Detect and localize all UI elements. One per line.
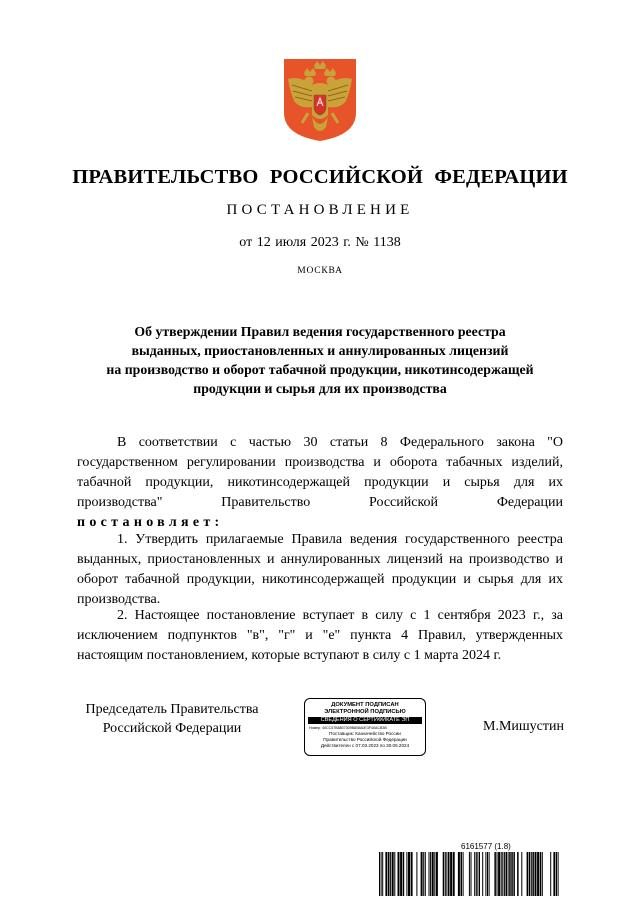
barcode-bar [553,852,555,896]
barcode-bar [394,852,395,896]
stamp-title [305,699,425,716]
barcode-bar [469,852,470,896]
barcode-bar [511,852,513,896]
document-heading-line: продукции и сырья для их производства [193,381,447,396]
barcode-bar [443,852,445,896]
barcode-bar [501,852,502,896]
barcode-bar [494,852,496,896]
barcode-bar [453,852,455,896]
barcode-bar [517,852,519,896]
barcode [379,852,559,896]
barcode-bar [476,852,477,896]
barcode-bar [448,852,450,896]
barcode-bar [556,852,557,896]
document-heading-line: на производство и оборот табачной продукции, никотинсодержащей [106,362,534,377]
barcode-bar [550,852,551,896]
document-heading-line: выданных, приостановленных и аннулированных лицензий [131,343,509,358]
barcode-bar [487,852,488,896]
barcode-bar [527,852,529,896]
barcode-bar [508,852,509,896]
barcode-bar [398,852,400,896]
barcode-bar [558,852,559,896]
barcode-bar [506,852,508,896]
document-type: ПОСТАНОВЛЕНИЕ [226,202,414,218]
barcode-bar [421,852,423,896]
barcode-bar [403,852,405,896]
barcode-bar [450,852,452,896]
barcode-bar [430,852,431,896]
coat-of-arms-emblem [282,57,358,143]
barcode-bar [381,852,382,896]
barcode-bar [479,852,480,896]
barcode-bar [382,852,383,896]
barcode-bar [445,852,446,896]
government-title: ПРАВИТЕЛЬСТВО РОССИЙСКОЙ ФЕДЕРАЦИИ [72,166,568,188]
decrees-word: постановляет: [77,515,224,530]
stamp-validity: Действителен с 07.03.2023 по 30.05.2024 [320,743,410,748]
stamp-certificate-header: СВЕДЕНИЯ О СЕРТИФИКАТЕ ЭП [308,717,422,724]
barcode-bar [498,852,500,896]
barcode-bar [477,852,478,896]
preamble-paragraph: В соответствии с частью 30 статьи 8 Федерального закона "О государственном регулировании производства и оборота табачных изделий, табачной продукции, никотинсодержащей продукции и сырья для их производства" Правительство Российской Федерации [77,435,563,510]
barcode-bar [436,852,438,896]
barcode-bar [504,852,505,896]
barcode-bar [416,852,417,896]
barcode-bar [432,852,434,896]
barcode-code: 6161577 (1.8) [461,842,511,851]
barcode-bar [513,852,515,896]
barcode-bar [489,852,490,896]
barcode-bar [392,852,394,896]
electronic-signature-stamp [304,698,426,756]
barcode-bar [509,852,511,896]
barcode-bar [537,852,539,896]
barcode-bar [540,852,542,896]
barcode-bar [429,852,430,896]
item-2-paragraph: 2. Настоящее постановление вступает в силу с 1 сентября 2023 г., за исключением подпунктов "в", "г" и "е" пункта 4 Правил, утвержденных настоящим постановлением, которые вступают в силу с 1 марта 2024 г. [77,608,563,663]
barcode-bar [446,852,447,896]
barcode-bar [535,852,537,896]
barcode-bar [388,852,390,896]
barcode-bar [463,852,464,896]
document-heading-line: Об утверждении Правил ведения государственного реестра [134,324,506,339]
barcode-bar [461,852,463,896]
barcode-bar [423,852,424,896]
barcode-bar [531,852,532,896]
city: МОСКВА [297,266,343,276]
barcode-bar [408,852,410,896]
barcode-bar [521,852,522,896]
signer-name: М.Мишустин [483,719,564,734]
barcode-bar [425,852,426,896]
stamp-serial: Номер: 40CC57B8807309B808A0E3F40ACB3B [309,726,387,730]
barcode-bar [379,852,380,896]
barcode-bar [474,852,475,896]
barcode-bar [434,852,435,896]
document-date-number: от 12 июля 2023 г. № 1138 [239,235,401,250]
barcode-bar [471,852,472,896]
barcode-bar [411,852,413,896]
barcode-bar [502,852,503,896]
barcode-bar [385,852,387,896]
barcode-bar [497,852,498,896]
barcode-bar [400,852,402,896]
signer-position [76,700,268,738]
stamp-title-line: ДОКУМЕНТ ПОДПИСАН [331,702,399,708]
stamp-title-line: ЭЛЕКТРОННОЙ ПОДПИСЬЮ [324,709,406,715]
barcode-bar [529,852,531,896]
item-1-paragraph: 1. Утвердить прилагаемые Правила ведения государственного реестра выданных, приостановленных и аннулированных лицензий на производство и оборот табачной продукции, никотинсодержащей продукции и сырья для их производства. [77,532,563,607]
signer-position-line: Российской Федерации [102,721,242,736]
barcode-bar [390,852,391,896]
barcode-bar [482,852,483,896]
barcode-bar [542,852,543,896]
barcode-bar [458,852,460,896]
barcode-bar [532,852,534,896]
barcode-bar [406,852,407,896]
stamp-owner: Правительство Российской Федерации [323,737,407,742]
signer-position-line: Председатель Правительства [85,702,259,717]
stamp-issuer: Поставщик: Казначейство России [329,731,401,736]
barcode-bar [485,852,486,896]
